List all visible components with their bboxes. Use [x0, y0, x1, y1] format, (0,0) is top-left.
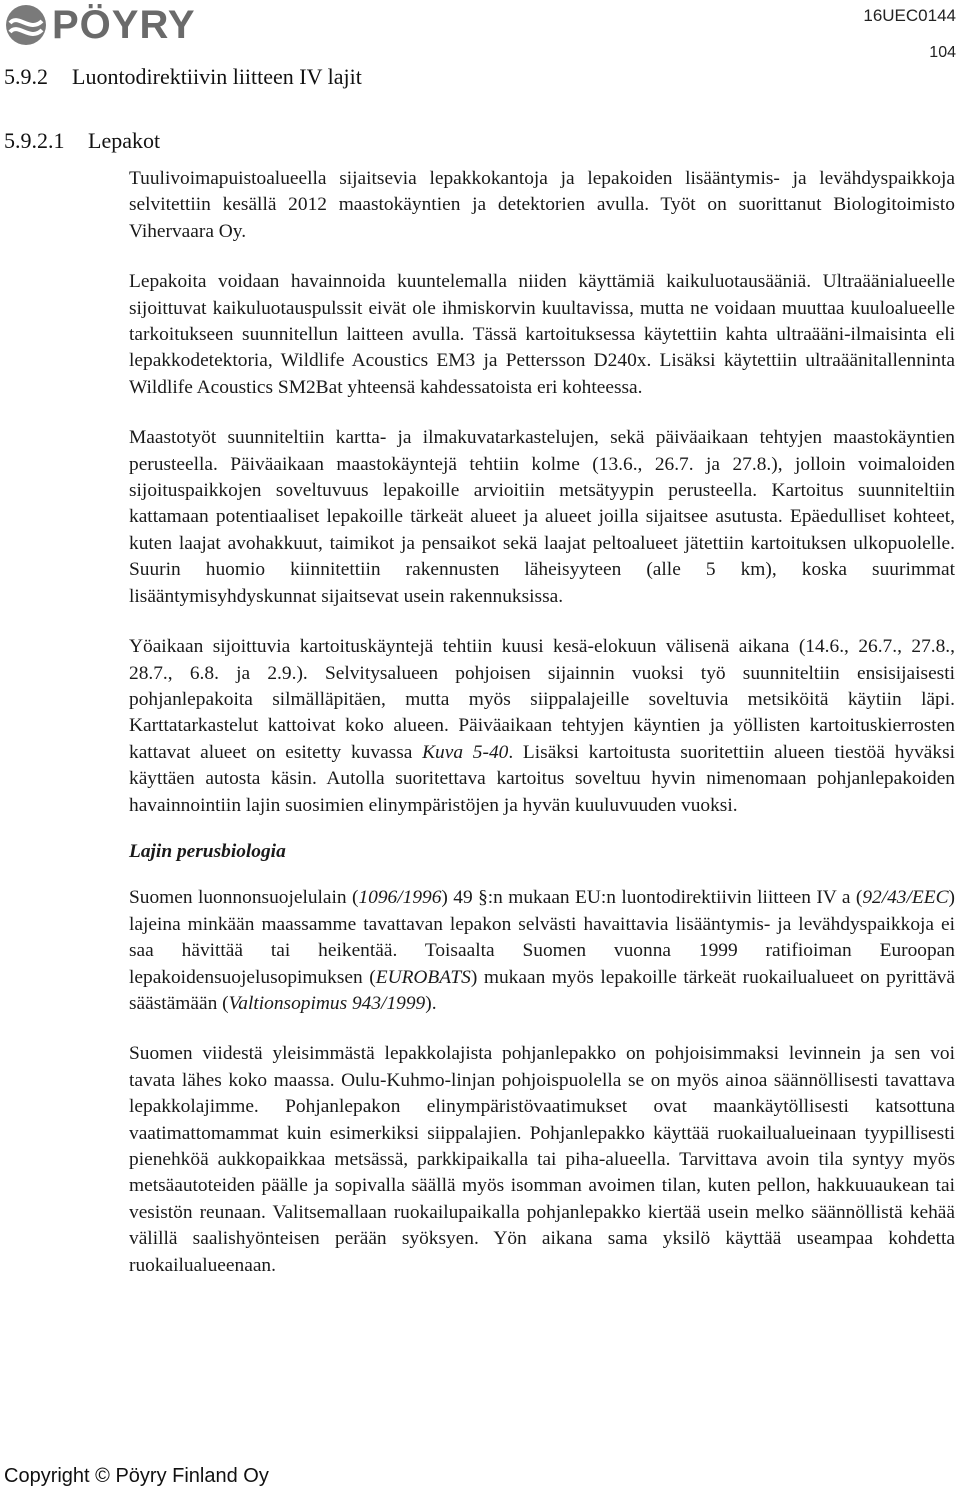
section-title: Luontodirektiivin liitteen IV lajit	[72, 64, 362, 89]
paragraph: Tuulivoimapuistoalueella sijaitsevia lepakkokantoja ja lepakoiden lisääntymis- ja levähdyspaikkoja selvitettiin kesällä 2012 maastokäyntien ja detektorien avulla. Työt on suorittanut Biologitoimisto Vihervaara Oy.	[129, 168, 955, 242]
subsection-number: 5.9.2.1	[4, 128, 65, 153]
paragraph-text: ) 49 §:n mukaan EU:n luontodirektiivin liitteen IV a (	[441, 887, 863, 909]
section-number: 5.9.2	[4, 64, 48, 89]
paragraph-text: ) mukaan myös lepakoille tärkeät ruokailualueet on pyrittävä säästämään (	[129, 966, 955, 1014]
biology-heading: Lajin perusbiologia	[129, 840, 286, 862]
paragraph-text: . Lisäksi kartoitusta suoritettiin alueen tiestöä hyväksi käyttäen autosta käsin. Autolla suoritettava kartoitus soveltuu hyvin nimenomaan pohjanlepakoiden havainnointiin lajin suosimien elinympäristöjen ja hyvän kuuluvuuden vuoksi.	[129, 741, 956, 816]
paragraph: Lepakoita voidaan havainnoida kuuntelemalla niiden käyttämiä kaikuluotausääniä. Ultraäänialueelle sijoittuvat kaikuluotauspulssit eivät ole ihmiskorvin kuultavissa, mutta ne voidaan muuttaa kuuloalueelle tarkoitukseen suunnitellun laitteen avulla. Tässä kartoituksessa käytettiin kahta ultraääni-ilmaisinta eli lepakkodetektoria, Wildlife Acoustics EM3 ja Pettersson D240x. Lisäksi käytettiin ultraäänitallenninta Wildlife Acoustics SM2Bat yhteensä kahdessatoista eri kohteessa.	[129, 271, 955, 398]
company-logo	[4, 2, 274, 48]
poyry-wave-icon	[4, 3, 48, 47]
paragraph: Suomen viidestä yleisimmästä lepakkolajista pohjanlepakko on pohjoisimmaksi levinnein ja sen voi tavata lähes koko maassa. Oulu-Kuhmo-linjan pohjoispuolella se on myös ainoa säännöllisesti tavattava lepakkolajimme. Pohjanlepakon elinympäristövaatimukset ovat maankäytöllisesti katsottuna vaatimattomammat kuin esimerkiksi siippalajien. Pohjanlepakko käyttää ruokailualueinaan tyypillisesti pienehköä aukkopaikkaa metsässä, parkkipaikalla tai piha-alueella. Tarvittava avoin tila syntyy myös metsäautoteiden päälle ja sopivalla säällä myös isomman avoimen tilan, kuten pellon, hakkuuaukean tai vesistön reunaan. Valitsemallaan ruokailupaikalla pohjanlepakko kiertää usein melko säännöllistä kehää välillä saalishyönteisen perään syöksyen. Yön aikana sama yksilö käyttää useampaa kohdetta ruokailualueenaan.	[129, 1043, 955, 1276]
paragraph-text: Yöaikaan sijoittuvia kartoituskäyntejä tehtiin kuusi kesä-elokuun välisenä aikana (14.6., 26.7., 27.8., 28.7., 6.8. ja 2.9.). Selvitysalueen pohjoisen sijainnin vuoksi työ suunniteltiin ensisijaisesti pohjanlepakoita silmälläpitäen, mutta myös siippalajeille soveltuvia metsiköitä käytiin läpi. Karttatarkastelut kattoivat koko alueen. Päiväaikaan tehtyjen käyntien ja yöllisten kartoituskierrosten kattavat alueet on esitetty kuvassa	[129, 636, 955, 763]
section-heading	[4, 64, 362, 90]
body-content	[129, 166, 955, 1279]
treaty-reference: Valtionsopimus 943/1999	[228, 992, 426, 1014]
document-id: 16UEC0144	[863, 6, 956, 25]
paragraph-text: Suomen luonnonsuojelulain (	[129, 887, 359, 909]
figure-reference: Kuva 5-40	[422, 741, 509, 763]
paragraph	[129, 634, 955, 819]
paragraph	[129, 885, 955, 1017]
law-reference: 1096/1996	[358, 887, 442, 909]
agreement-reference: EUROBATS	[375, 966, 471, 988]
subsection-heading	[4, 128, 160, 154]
page-number: 104	[929, 44, 956, 61]
paragraph: Maastotyöt suunniteltiin kartta- ja ilmakuvatarkastelujen, sekä päiväaikaan tehtyjen maastokäyntien perusteella. Päiväaikaan maastokäyntejä tehtiin kolme (13.6., 26.7. ja 27.8.), jolloin voimaloiden sijoituspaikkojen soveltuvuus lepakoille arvioitiin metsätyypin perusteella. Kartoitus suunniteltiin kattamaan potentiaaliset lepakoille tärkeät alueet ja alueet joilla sijaitsee asutusta. Epäedulliset kohteet, kuten laajat avohakkuut, taimikot ja pensaikot sekä laajat peltoalueet jätettiin kartoituksen ulkopuolelle. Suurin huomio kiinnitettiin rakennusten läheisyyteen (alle 5 km), koska suurimmat lisääntymisyhdyskunnat sijaitsevat usein rakennuksissa.	[129, 427, 955, 607]
logo-wordmark: PÖYRY	[52, 3, 196, 47]
subsection-title: Lepakot	[88, 128, 161, 153]
copyright-footer: Copyright © Pöyry Finland Oy	[4, 1465, 269, 1487]
paragraph-text: ) lajeina minkään maassamme tavattavan lepakon selvästi havaittavia lisääntymis- ja levähdyspaikkoja ei saa hävittää tai heikentää. Toisaalta Suomen vuonna 1999 ratifioiman Euroopan lepakoidensuojelusopimuksen (	[129, 887, 955, 988]
paragraph-text: ).	[425, 992, 437, 1014]
directive-reference: 92/43/EEC	[862, 887, 949, 909]
